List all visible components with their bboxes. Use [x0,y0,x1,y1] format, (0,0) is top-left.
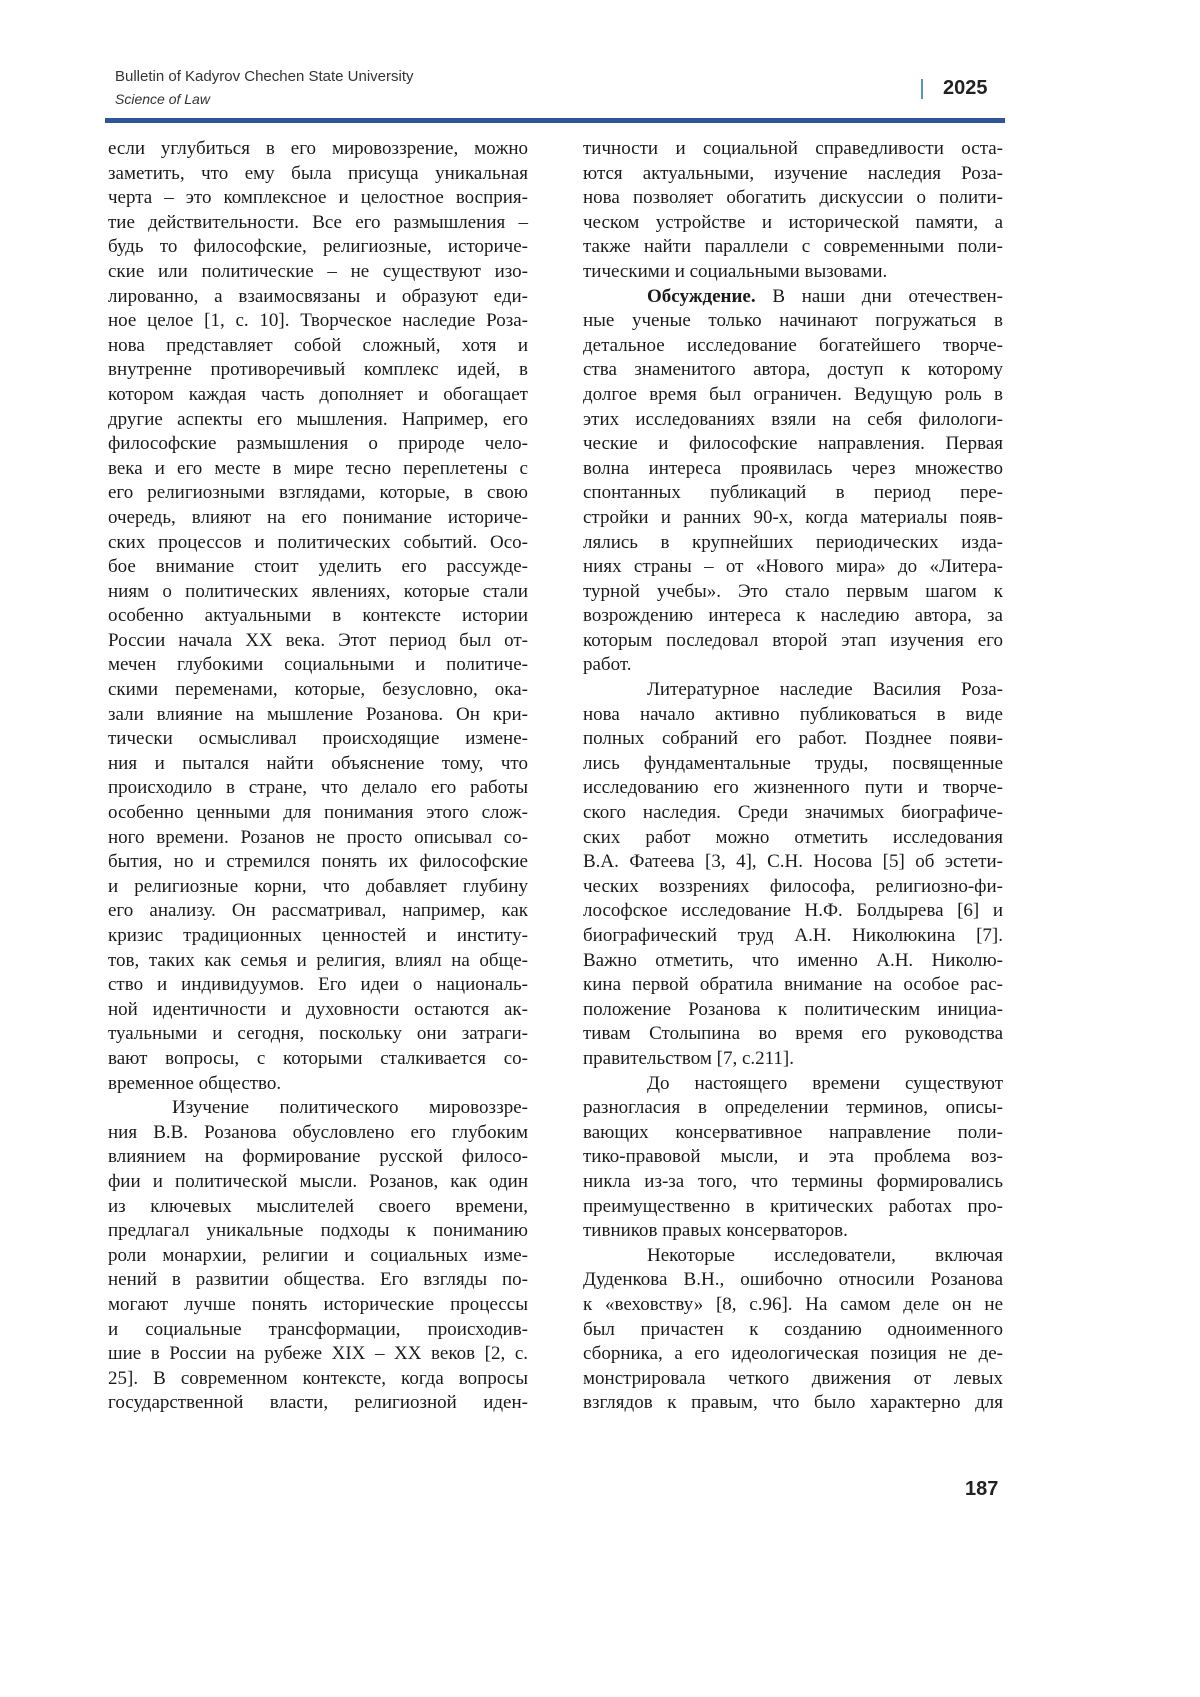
text-line: особенно актуальными в контексте истории [108,604,528,629]
header-divider [921,79,923,99]
text-line: ниям о политических явлениях, которые стали [108,580,528,605]
text-line: В.А. Фатеева [3, 4], С.Н. Носова [5] об эстети- [583,850,1003,875]
journal-section: Science of Law [115,91,210,107]
text-line: предлагал уникальные подходы к пониманию [108,1219,528,1244]
text-line: исследованию его жизненного пути и творче- [583,776,1003,801]
text-line: к «веховству» [8, с.96]. На самом деле он не [583,1293,1003,1318]
text-line: ства знаменитого автора, доступ к которому [583,358,1003,383]
text-line: России начала XX века. Этот период был от- [108,629,528,654]
text-line: зали влияние на мышление Розанова. Он кри- [108,703,528,728]
text-line: происходило в стране, что делало его работы [108,776,528,801]
text-line: турной учебы». Это стало первым шагом к [583,580,1003,605]
text-line: Важно отметить, что именно А.Н. Николю- [583,949,1003,974]
text-line: ческие и философские направления. Первая [583,432,1003,457]
text-line: нова представляет собой сложный, хотя и [108,334,528,359]
text-line: котором каждая часть дополняет и обогащает [108,383,528,408]
text-line: биографический труд А.Н. Николюкина [7]. [583,924,1003,949]
text-line: сборника, а его идеологическая позиция не де- [583,1342,1003,1367]
text-line: черта – это комплексное и целостное восприя- [108,186,528,211]
text-line: возрождению интереса к наследию автора, за [583,604,1003,629]
text-line: государственной власти, религиозной иден- [108,1391,528,1416]
text-line: ются актуальными, изучение наследия Роза- [583,162,1003,187]
text-fragment: В наши дни отечествен- [756,286,1003,307]
text-line: тическими и социальными вызовами. [583,260,1003,285]
text-line: его религиозными взглядами, которые, в свою [108,481,528,506]
text-line: и социальные трансформации, происходив- [108,1318,528,1343]
text-line: Изучение политического мировоззре- [108,1096,528,1121]
text-line: монстрировала четкого движения от левых [583,1367,1003,1392]
text-line: 25]. В современном контексте, когда вопросы [108,1367,528,1392]
text-line: если углубиться в его мировоззрение, можно [108,137,528,162]
text-line: Дуденкова В.Н., ошибочно относили Розанова [583,1268,1003,1293]
text-line: ского наследия. Среди значимых биографиче- [583,801,1003,826]
text-line: разногласия в определении терминов, описы- [583,1096,1003,1121]
text-line: волна интереса проявилась через множество [583,457,1003,482]
text-line: работ. [583,653,1003,678]
text-line: и религиозные корни, что добавляет глубину [108,875,528,900]
text-line: ство и индивидуумов. Его идеи о националь- [108,973,528,998]
text-line: ные ученые только начинают погружаться в [583,309,1003,334]
text-line: тивников правых консерваторов. [583,1219,1003,1244]
text-line: также найти параллели с современными поли- [583,235,1003,260]
text-line: никла из-за того, что термины формировались [583,1170,1003,1195]
text-line: скими переменами, которые, безусловно, ока- [108,678,528,703]
text-line: ских процессов и политических событий. Осо- [108,531,528,556]
page-number: 187 [965,1478,998,1501]
text-line: Литературное наследие Василия Роза- [583,678,1003,703]
text-line: нений в развитии общества. Его взгляды по- [108,1268,528,1293]
text-line: тичности и социальной справедливости оста- [583,137,1003,162]
text-line: нова позволяет обогатить дискуссии о полити- [583,186,1003,211]
text-line: века и его месте в мире тесно переплетены с [108,457,528,482]
text-column-left [108,137,528,1416]
text-line: тие действительности. Все его размышления – [108,211,528,236]
text-line: особенно ценными для понимания этого слож- [108,801,528,826]
journal-title: Bulletin of Kadyrov Chechen State University [115,68,413,85]
text-line: ниях страны – от «Нового мира» до «Литера- [583,555,1003,580]
text-line: правительством [7, с.211]. [583,1047,1003,1072]
text-line: взглядов к правым, что было характерно для [583,1391,1003,1416]
text-line: вают вопросы, с которыми сталкивается со- [108,1047,528,1072]
text-line: кризис традиционных ценностей и институ- [108,924,528,949]
text-line: вающих консервативное направление поли- [583,1121,1003,1146]
text-line: могают лучше понять исторические процессы [108,1293,528,1318]
text-line: ной идентичности и духовности остаются ак- [108,998,528,1023]
header-rule [105,118,1005,123]
text-line: лись фундаментальные труды, посвященные [583,752,1003,777]
text-line: временное общество. [108,1072,528,1097]
text-line: долгое время был ограничен. Ведущую роль в [583,383,1003,408]
text-line: кина первой обратила внимание на особое рас- [583,973,1003,998]
text-line: стройки и ранних 90-х, когда материалы появ- [583,506,1003,531]
text-line: мечен глубокими социальными и политиче- [108,653,528,678]
text-line: положение Розанова к политическим инициа- [583,998,1003,1023]
text-line: полных собраний его работ. Позднее появи- [583,727,1003,752]
text-line: детальное исследование богатейшего творче- [583,334,1003,359]
text-line: тико-правовой мысли, и эта проблема воз- [583,1145,1003,1170]
text-line: преимущественно в критических работах про- [583,1195,1003,1220]
text-line: внутренне противоречивый комплекс идей, в [108,358,528,383]
text-line: фии и политической мысли. Розанов, как один [108,1170,528,1195]
text-line: лялись в крупнейших периодических изда- [583,531,1003,556]
text-line: Некоторые исследователи, включая [583,1244,1003,1269]
text-line: из ключевых мыслителей своего времени, [108,1195,528,1220]
text-line: тически осмысливал происходящие измене- [108,727,528,752]
text-line: бое внимание стоит уделить его рассужде- [108,555,528,580]
text-line: тов, таких как семья и религия, влиял на обще- [108,949,528,974]
text-line: шие в России на рубеже XIX – XX веков [2, с. [108,1342,528,1367]
section-heading: Обсуждение. [647,286,756,307]
text-line: спонтанных публикаций в период пере- [583,481,1003,506]
text-line: ния В.В. Розанова обусловлено его глубоким [108,1121,528,1146]
text-line: его анализу. Он рассматривал, например, как [108,899,528,924]
text-column-right [583,137,1003,1416]
text-line: философские размышления о природе чело- [108,432,528,457]
text-line: другие аспекты его мышления. Например, его [108,408,528,433]
text-line: ческих воззрениях философа, религиозно-фи- [583,875,1003,900]
text-line: ное целое [1, с. 10]. Творческое наследие Роза- [108,309,528,334]
text-line: ния и пытался найти объяснение тому, что [108,752,528,777]
text-line: До настоящего времени существуют [583,1072,1003,1097]
text-line: лированно, а взаимосвязаны и образуют еди- [108,285,528,310]
text-line: ного времени. Розанов не просто описывал со- [108,826,528,851]
text-line: будь то философские, религиозные, историче- [108,235,528,260]
text-line: заметить, что ему была присуща уникальная [108,162,528,187]
text-line: лософское исследование Н.Ф. Болдырева [6] и [583,899,1003,924]
text-line: влиянием на формирование русской филосо- [108,1145,528,1170]
text-line: роли монархии, религии и социальных изме- [108,1244,528,1269]
text-line [583,285,1003,310]
text-line: ческом устройстве и исторической памяти, а [583,211,1003,236]
text-line: ских работ можно отметить исследования [583,826,1003,851]
text-line: бытия, но и стремился понять их философские [108,850,528,875]
text-line: которым последовал второй этап изучения его [583,629,1003,654]
text-line: нова начало активно публиковаться в виде [583,703,1003,728]
text-line: очередь, влияют на его понимание историче- [108,506,528,531]
text-line: туальными и сегодня, поскольку они затраги- [108,1022,528,1047]
text-line: тивам Столыпина во время его руководства [583,1022,1003,1047]
text-line: ские или политические – не существуют изо- [108,260,528,285]
text-line: этих исследованиях взяли на себя филологи- [583,408,1003,433]
journal-year: 2025 [943,77,988,100]
text-line: был причастен к созданию одноименного [583,1318,1003,1343]
